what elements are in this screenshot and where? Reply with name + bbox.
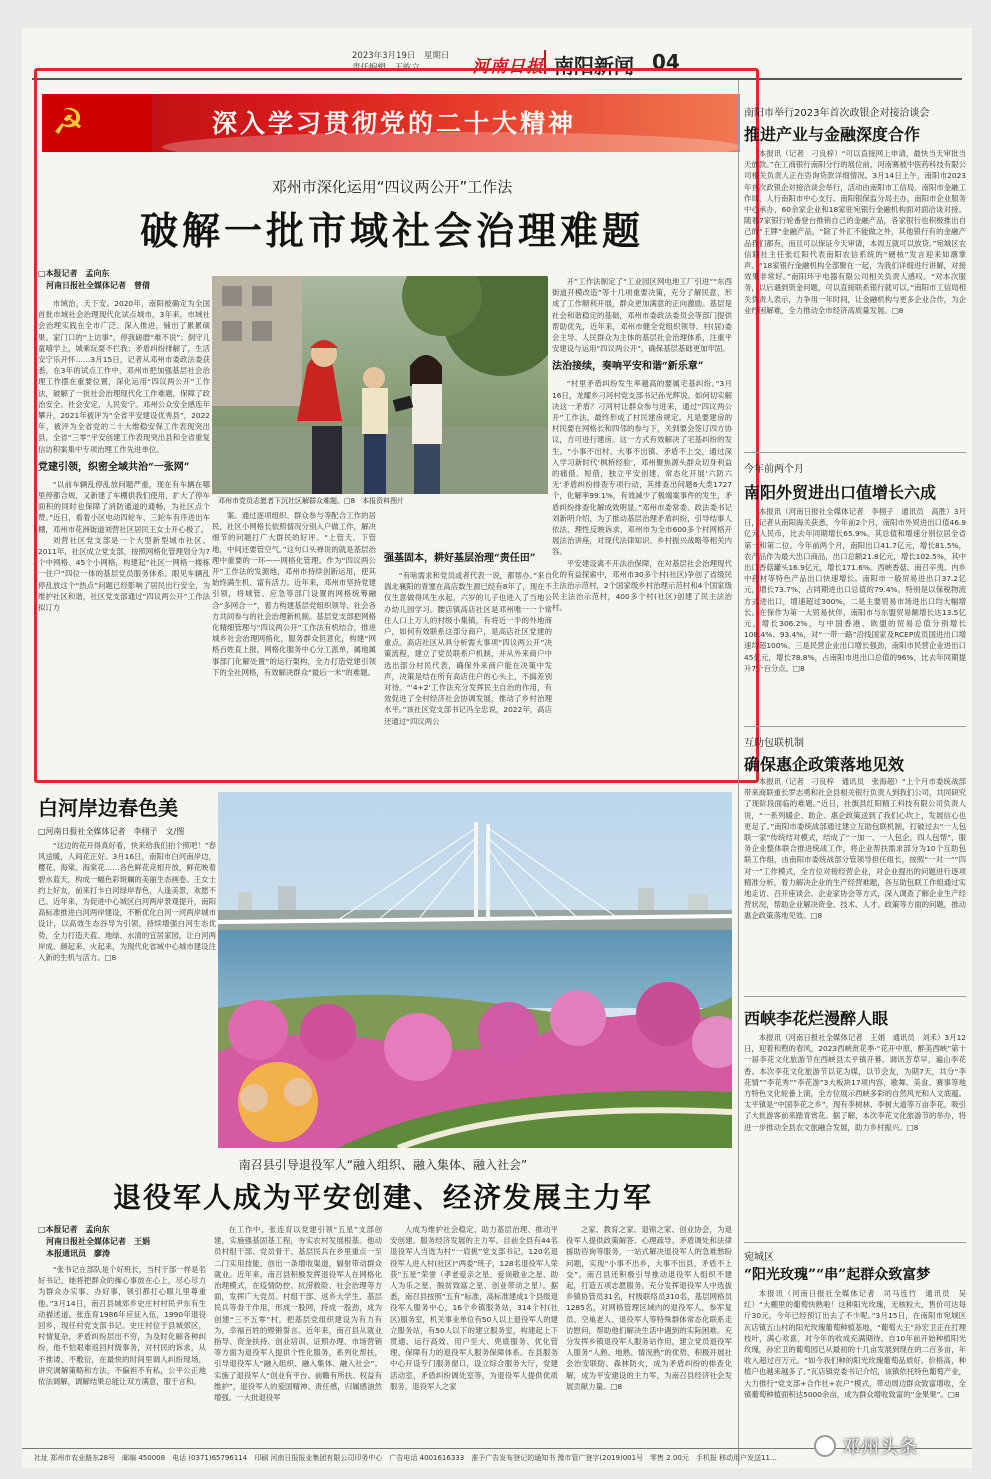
support-paragraph: 本报讯（记者 刁良梓 通讯员 张海超）“上个月市委统战部带来商联重长罗志勇和社会县相关银行负责人到我们公司，共同研究了现阶段面临的难题。”近日，社旗县红阳精工科技有限公司负责人说，“一系列暖企、助企、惠企政策送到了我们心坎上，发展信心也更足了。”南阳市委统战部通过建立互助包联机制，打破过去“一人包联一家”传统结对模式，结成了“一加一、一人包企，四人包帮”，服务企业整体联合推进统战工作，将企业帮扶需求部分为10个互助包联工作组，由南阳市委统战部分管领导担任组长，按照“一对一”“四对一”工作模式，全方位对接经营企业，对企业提出的问题进行逐项精准分析，着力解决企业的生产经营难题，各互助包联工作组通过实地走访、召开座谈会、企业家协会等方式，深入调查了解企业生产经营状况，帮助企业解决资金、技术、人才、政策等方面的问题，推动惠企政策落地见效。□8 xyxy=(744,777,966,921)
veterans-paragraph: 人成为维护社会稳定、助力基层治理、推动平安创建、服务经济发展的主力军。目前全县有44名退役军人当选为村“一肩挑”党支部书记，120名退役军人进入村(社区)“两委”班子，128名退役军人荣获“五星”荣誉（孝老爱亲之星、爱岗敬业之星、助人为乐之星、脱贫致富之星、创业带动之星）。据悉，南召县按照“五有”标准，高标准建成1个县级退役军人服务中心，16个乡镇服务站，314个村(社区)服务室，机关事业单位有50人以上退役军人的建立服务站，有50人以下的建立服务室，构建起上下贯通、运行高效、用户至大、兜底服务、优化管理、保障有力的退役军人服务保障体系。在县服务中心开设专门服务窗口，设立综合服务大厅，党建活动室，矛盾纠纷调处室等，为退役军人提供优质服务，退役军人之家 xyxy=(390,1225,558,1391)
veterans-column-4 xyxy=(566,1224,732,1444)
divider xyxy=(744,726,966,727)
lead-subhead-3: 法治接续，奏响平安和谐“新乐章” xyxy=(552,361,704,373)
veterans-column-3 xyxy=(390,1224,558,1444)
veterans-paragraph: “张书记在部队是个好班长，当村干部一样是名好书记，她将把群众的操心事放在心上，尽心尽力为群众办实事、办好事，领引都打心眼儿里尊重他。”3月14日，南召县城郊乡史庄村村民尹东有生动描述道。张连育1986年应征入伍，1990年退役回乡，现任村党支部书记。史庄村位于县城郊区，村情复杂，矛盾纠纷层出不穷，为及时化解各种纠纷，他不怕艰难返回村级事务，对村民的诉求，从不推诿，不敷衍，在最快的时间里调人纠纷现场，讲究调解策略和方法，不偏袒不有私，公平公正地依法调解，调解结果总能让双方满意，服于言和。 xyxy=(38,1265,206,1387)
veterans-headline: 退役军人成为平安创建、经济发展主力军 xyxy=(112,1181,653,1214)
page-editor: 责任编辑 王屹立 xyxy=(352,63,421,73)
support-kicker: 互助包联机制 xyxy=(744,738,804,749)
trade-headline: 南阳外贸进出口值增长六成 xyxy=(744,483,937,502)
plum-body xyxy=(744,1032,966,1240)
highlight-frame xyxy=(34,68,759,783)
plum-headline: 西峡李花烂漫醉人眼 xyxy=(744,1009,889,1028)
trade-body xyxy=(744,506,966,724)
lead-subhead-2: 强基固本，耕好基层治理“责任田” xyxy=(384,553,536,564)
banner-title: 深入学习贯彻党的二十大精神 xyxy=(212,109,577,138)
veterans-byline: □本报记者 孟向东 河南日报社全媒体记者 王娟 本报通讯员 廖涛 xyxy=(38,1225,150,1258)
veterans-paragraph: 在工作中，张连育以党建引领“五星”支部创建，实施强基固基工程，夯实农村发展根基。他动员村组干部、党员骨干、基层民兵在乡里重点一至二门实用技能，创出一条增收渠道，辐射带动群众就业。近年来，南召县积极发挥退役军人在网格化治理模式，在疫情防控、抗涝救险、社会治理等方面，发挥广大党员、村组干部、返乡大学生、基层民兵等骨干作用，形成一股网，持成一股劲，成为创建“三不五零”村，把基层党组织建设为有力有为，幸福百姓的铿锵誓言。近年来，南召县从就业指导、资金扶持、创业培训、证照办理、市场营销等方面为退役军人提供个性化服务，系列化帮扶，引导退役军人“融入组织、融入集体、融入社会”。实施了退役军人“创业有平台、前瞻有所扶、权益有维护”，退役军人的爱国精神、责任感，归属感油然增强。一大批退役军 xyxy=(214,1225,382,1403)
finance-kicker: 南阳市举行2023年首次政银企对接洽谈会 xyxy=(744,108,930,119)
bridge-blossom-photo xyxy=(218,792,732,1148)
grape-body xyxy=(744,1288,966,1443)
lead-paragraph: “村里矛盾纠纷发生率越高的要属宅基纠纷。”3月16日，龙耀乡刁河村党支部书记孙光辉说。如何切实解决这一矛盾？刁河村让群众参与进来，通过“四议两公开”工作法，最终形成了村民建房规定。凡是要建房的村民要在网格长和四邻的参与下，关到要会签订四方协议，方可进行建房。这一方式有效解决了宅基纠纷的发生。“小事不出村、大事不出镇、矛盾不上交，通过深入学习新时代‘枫桥经验’，邓州聚焦源头群众切身利益的痛借、短借，独立平安创建，常态化开展‘六防六无’矛盾纠纷排查专项行动，其排查出问题6大类1727个，化解率99.1%，有效减少了极端案事件的发生，矛盾纠纷排查化解成效明显。”邓州市委常委、政法委书记刘新明介绍，为了推动基层治理矛盾纠纷，引导结事人依法、理性反映诉求，邓州市为全市600多个村网格开展法治讲座，对现代法律知识、乡村振兴战略等相关内容。 xyxy=(552,379,732,557)
section-title: 南阳新闻 xyxy=(554,54,634,78)
lead-paragraph: “有啥需求和党员或者代表一说，都帮办。”来自湍北襄阳的青塞在高店数生源已经有8年了，现在不仅生意做得风生水起，六岁的儿子也进入了当地公办幼儿园学习。腰店镇高店社区是邓州唯一一个常住人口上万人的村级小集镇，有将近一半的外地商户，如何有效联系这部分商户，是高店社区党建的重点。高店社区从具分析需大事项“四议两公开”决策流程，建立了党员联系户机制，并从外来商户中选出部分村民代表，确保外来商户能在决策中发声，决策是结在所有高店住户的心头上，不搞差别对待。“‘4+2’工作法充分发挥民主自治的作用，有效促进了全村经济社会协调发展，推动了乡村治理水平。”该社区党支部书记冯全忠说，2022年，高店还通过“四议两公 xyxy=(384,571,552,726)
trade-paragraph: 本报讯（河南日报社全媒体记者 李栩子 通讯员 高胜）3月日，记者从南阳海关获悉，今年前2个月，南阳市外贸进出口值46.9亿元人民币，比去年同期增长65.9%。其总值和增速分别位居全省第一和第二位。今年前两个月，南阳出口41.7亿元，增长81.5%，农产品作为最大出口商品，出口总额21.8亿元，增长102.5%，其中出口香菇罐头16.9亿元，增长171.6%。西峡香菇、南召辛夷、内乡中药材等特色产品出口快速增长。南阳市一般贸易进出口37.2亿元，增长73.7%，占同期进出口总值的79.4%。特别是以保税物流方式进出口，增速超过300%，二是主要贸易市场进出口均大幅增长。在保作为第一大贸易伙伴，南阳市与东盟贸易额增长达13.5亿元，增长306.2%，与中国香港、欧盟的贸易总值分别增长108.4%、93.4%，对“一带一路”沿线国家及RCEP成员国进出口增速均超100%。三是民营企业出口增长强劲，南阳市民营企业进出口45亿元，增长78.8%，占南阳市进出口总值的96%，比去年同期提升7个百分点。□8 xyxy=(744,507,966,673)
veterans-column-1 xyxy=(38,1264,206,1444)
lead-subhead-1: 党建引领，织密全域共治“一张网” xyxy=(38,461,190,473)
lead-paragraph: 市域治，天下安。2020年，南阳被确定为全国首批市域社会治理现代化试点城市，3年来，市域社会治理实践在全市广泛、深入推进，铺出了累累硕果。家门口的“上访事”，停我磋磨“难不说”；倒守儿童嘻学上，城乘玩耍不拦我；矛盾纠纷排解了，生活安宁乐开怀……3月15日，记者从邓州市委政法委获悉，在3年的试点工作中，邓州市把加强基层社会治理工作摆在重要位置，深化运用“四议两公开”工作法，破解了一批社会治理现代化工作难题，保障了政治安全、社会安定、人民安宁。邓州公众安全感连年攀升，2021年被评为“全省平安建设优秀县”，2022年，被评为全省党的二十大维稳安保工作表现突出县，全省“三零”平安创建工作表现突出县和全省重复信访积案集中专项治理工作先进单位。 xyxy=(38,299,210,454)
lead-byline-reporter: □本报记者 孟向东 xyxy=(38,269,110,278)
river-paragraph: “这边的花开得真好看，快来给我们拍个照吧！”春风送暖，人间花正好。3月16日，南阳市白河南岸边，樱花、海棠、海棠花……各色鲜花竞相开放，鲜花映着碧水蓝天，构成一幅色彩斑斓的美丽生态画卷。王女士约上好友，前来打卡白河绿岸春色，人逢美景，欢愿不已。近年来，为促进中心城区白河两岸景观提升，南阳高标准推进白河两岸建设，不断优化白河一河两岸城市设计，以高效生态谷导为引领，持续增强白河生态优势，全力打造天蓝、地绿、水清的宜居家园，让白河两岸成、颜起来、火起来，为现代化省域中心城市建设注入新的生机与活力。□8 xyxy=(38,841,216,963)
plum-paragraph: 本报讯（河南日报社全媒体记者 王娟 通讯员 刘禾）3月12日，迎着和煦的春风，2023西峡赏花季·“花开中原，醉美西峡”第十一届李花文化旅游节在西峡县太平镇开幕。调讯芳草早，遍山李花香。本次李花文化旅游节以花为媒，以节会友，为期7天，共分“李花情”“李花秀”“李花游”3大板块17项内容，歌舞、美食、赛事等地方特色文化轮番上演，全方位展示西峡多彩的自然风光和人文底蕴。太平镇是“中国李花之乡”，现有李树林、李树大道等万亩李花，吸引了大批游客前来踏青赏花。据了解，本次李花文化旅游节的举办，将进一步推动全县农文旅融合发展，助力乡村振兴。□8 xyxy=(744,1033,966,1132)
grape-headline: “阳光玫瑰”“串”起群众致富梦 xyxy=(744,1267,931,1283)
lead-kicker: 邓州市深化运用“四议两公开”工作法 xyxy=(271,178,513,196)
support-body xyxy=(744,776,966,994)
watermark: 邓州头条 xyxy=(842,1437,918,1458)
finance-paragraph: 本报讯（记者 刁良梓）“可以直接网上申请，最快当天审批当天放款。”在工商银行南阳分行的展位前，河南赛被中医药科技有限公司相关负责人正在咨询贷款详细情况。3月14日上午，南阳市2023年首次政银企对接洽谈会举行，活动由南阳市工信局、南阳市金融工作局、人行南阳市中心支行、南阳银保监分局主办，南阳市企业服务中心承办，60余家企业和18家驻宛银行金融机构面对面洽谈对接。随着7家银行轮番登台推销自己的金融产品，各家银行也积极推出自己的“王牌”金融产品，“除了外汇不能做之外，其他银行有的金融产品我们都有，而且可以保证今天审请，本周五就可以放贷。”宛城区农信联社主任张红阳代表南阳农信系统的“硬核”发言迎来如潮掌声。“18家银行金融机构全部聚在一起，为我们详细进行讲解，对接效果非常好。”南阳环宇电器有限公司相关负责人感叹。“对本次服务，以后遇到资金问题，可以直接联系银行就可以。”南阳市工信局相关负责人表示，力争用一年时间，让金融机构与更多企业合作，为企业纾困解难，全力推动全市经济高质量发展。□8 xyxy=(744,149,966,315)
trade-kicker: 今年前两个月 xyxy=(744,464,804,475)
watermark-logo-icon xyxy=(814,1435,836,1457)
river-headline: 白河岸边春色美 xyxy=(38,796,178,820)
veterans-kicker: 南召县引导退役军人“融入组织、融入集体、融入社会” xyxy=(238,1158,528,1172)
lead-byline-reporter2: 河南日报社全媒体记者 曾倩 xyxy=(38,281,150,290)
divider xyxy=(744,452,966,453)
veterans-paragraph: 之家、教育之家、退锦之家、创业协会，为退役军人提供政策解答、心理疏导、矛盾调处和法律援助咨询等服务，一站式解决退役军人的急难愁盼问题，实现“小事不出乡，大事不出县，矛盾不上交”。南召县还积极引导推动退役军人组织不建起，打造五项志愿服务。充分发挥退役军人中选拔乡镇协管员31名，村级联络员310名，基层网格员1285名，对网格管理区域内的退役军人、参军复员、空巢老人、退役军人等特殊群体常态化联系走访慰问，帮助他们解决生活中遇到的实际困难。充分发挥乡镇退役军人服务站作用，建立党员退役军人服务“人熟、地熟、情况熟”的优势，积极开展社会治安联防、森林防火，成为矛盾纠纷的排查化解，成为平安建设的主力军，为南召县经济社会发展贡献力量。□8 xyxy=(566,1225,732,1391)
issue-date: 2023年3月19日 星期日 xyxy=(352,51,450,61)
lead-photo-caption: 邓州市党员志愿者下沉社区解群众难题。□8 本报资料图片 xyxy=(218,497,405,505)
page-footer: 社址 郑州市农业路东28号 邮编 450008 电话 (0371)65796114 印刷 河南日报报业集团有限公司印务中心 广告电话 4001616333 准予广告发布登记的通知书 豫市管广登字(2019)001号 零售 2.00元 手机报 移动用户发送11… xyxy=(22,1448,972,1468)
divider xyxy=(744,1242,966,1243)
veterans-column-2 xyxy=(214,1224,382,1444)
lead-paragraph: 案。通过逐项组织、群众参与等配合工作的居民，社区小网格长依照情况分别入户做工作，解决细节的问题打广大群民的好评。“上管天、下管地，中间还要管空气。”这句口头禅说的就是基层治理中重要的一环——网格化管理。作为“四议两公开”工作法的发源地，邓州市持续创新运用，使其始终满生机、富有活力。近年来，邓州市坚持党建引领，将城管、应急等部门设置的网格统筹融合“多网合一”，着力构建基层党组织领导、社会各方共同参与的社会治理新机制。基层党支部把网格化精细管理与“四议两公开”工作法有机结合，推进城乡社会治理网格化，服务群众但意化，构建“网格百姓直上报，网格化服务中心分工派单，属地属事部门化解处置”的运行架构，全力打造党建引领下的全社网格，有效解决群众“最后一米”的难题。 xyxy=(212,511,376,677)
river-photo xyxy=(218,792,732,1148)
newspaper-logo: 河南日报 xyxy=(472,57,544,77)
river-body xyxy=(38,840,216,1050)
river-byline: □河南日报社全媒体记者 李栩子 文/图 xyxy=(38,827,185,836)
newspaper-page xyxy=(22,28,972,1468)
page-number: 04 xyxy=(652,50,680,74)
hammer-sickle-icon: ☭ xyxy=(52,102,85,143)
divider xyxy=(744,996,966,997)
finance-body xyxy=(744,148,966,448)
grape-kicker: 宛城区 xyxy=(744,1252,774,1263)
lead-paragraph: 平安建设离不开法治保障，在对基层社会治理现代化的有益探索中，邓州市30多个村(社区)争创了省级民主法治示范村，2个国家级乡村治理示范村和4个国家级民主法治示范村，400多个村(社区)创建了民主法治村。 xyxy=(552,558,732,613)
lead-paragraph: 开”工作法制定了“工业园区网电地工厂引进”“东西街道开模改造”等十几项重要决策，充分了解民意，形成了工作顺利开展，群众更加满意的正向激励。基层是社会和谐稳定的基础，邓州市委政法委员会等部门提供帮助优先，近年来，邓州市健全党组织领导、村(居)委会主导、人民群众为主体的基层社会治理体系，注重平安建设与运用“四议两公开”，确保基层基础更加牢固。 xyxy=(552,277,732,354)
grape-paragraph: 本报讯（河南日报社全媒体记者 司马连竹 通讯员 吴红）“大棚里的葡萄快熟啦！这种阳光玫瑰，无核粒大，售价可达每斤30元，今年已经预订出去了不少呢。”3月15日，在南阳市宛城区瓦店镇五山村的阳光玫瑰葡萄种植基地，“葡萄大王”孙宏卫正在打理枝叶，满心欢喜，对今年的收成充满期待。自10年前开始种植阳光玫瑰，孙宏卫的葡萄园已从最初的十几亩发展到现在的二百多亩，年收入超过百万元。“如今我们种的阳光玫瑰葡萄品质好、价格高，种植户也越来越多了。”瓦店镇党委书记介绍，该镇依托特色葡萄产业，大力推行“党支部+合作社+农户”模式，带动周边群众致富增收，全镇葡萄种植面积达5000余亩，成为群众增收致富的“金果果”。□8 xyxy=(744,1289,966,1399)
lead-headline: 破解一批市域社会治理难题 xyxy=(139,208,644,253)
lead-paragraph: “以前车辆乱停乱放问题严重，现在有车辆在哪里停都合规，又新建了车棚供我们使用，扩大了停车面积的同时也保障了消防通道的通畅，为社区点个赞。”近日，看着小区电动四轮车、三轮车有序进出车棚，邓州市花洲街道刘营社区居民王女士开心极了。 xyxy=(38,479,210,534)
lead-paragraph: 刘营社区党支部是一个大型新型城市社区。2011年，社区成立党支部，按照网格化管理划分为7个中网格、45个小网格，构建起“社区一网格一楼栋一住户”四位一体的基层党员服务体系。眼见车辆乱停乱放这个“热点”问题已经影响了居民出行安全，为维护社区和谐，社区党支部通过“四议两公开”工作法拟订方 xyxy=(38,535,210,613)
support-headline: 确保惠企政策落地见效 xyxy=(744,755,905,774)
finance-headline: 推进产业与金融深度合作 xyxy=(744,125,921,144)
right-column-rule xyxy=(738,80,739,1465)
